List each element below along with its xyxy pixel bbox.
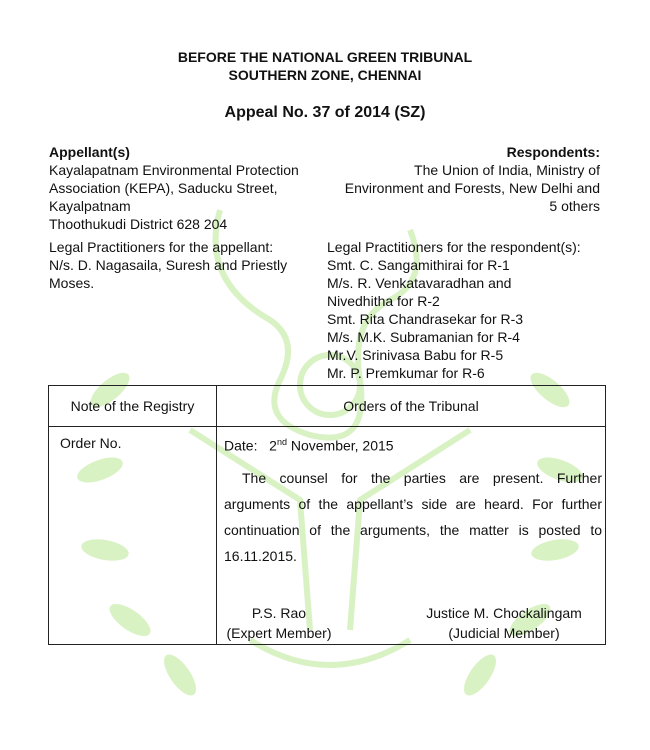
appellant-counsel-heading: Legal Practitioners for the appellant: [49, 239, 274, 255]
expert-member-signature [219, 603, 339, 643]
column-divider [216, 386, 217, 644]
court-header [0, 48, 650, 84]
respondent-counsel-line: Smt. C. Sangamithirai for R-1 [327, 257, 510, 273]
appellant-line: Thoothukudi District 628 204 [49, 216, 228, 232]
registry-column-header: Note of the Registry [70, 398, 195, 414]
respondent-counsel-line: Mr.V. Srinivasa Babu for R-5 [327, 347, 504, 363]
appellant-line: Association (KEPA), Saducku Street, [49, 180, 278, 196]
respondent-counsel-line: Nivedhitha for R-2 [327, 293, 440, 309]
order-text: The counsel for the parties are present. Further arguments of the appellant’s side are heard. For further continuation of the arguments, the matter is posted to 16.11.2015. [224, 469, 602, 564]
court-zone: SOUTHERN ZONE, CHENNAI [228, 67, 422, 83]
court-name: BEFORE THE NATIONAL GREEN TRIBUNAL [177, 49, 473, 65]
judicial-member-role: (Judicial Member) [448, 625, 560, 641]
order-no-label: Order No. [60, 435, 122, 451]
date-suffix: nd [276, 437, 287, 447]
appellant-line: Kayalapatnam Environmental Protection [49, 162, 299, 178]
respondents-line: The Union of India, Ministry of [414, 162, 600, 178]
appellant-counsel [49, 238, 319, 292]
date-rest: November, 2015 [290, 437, 394, 454]
appeal-title: Appeal No. 37 of 2014 (SZ) [224, 104, 426, 121]
orders-column-header: Orders of the Tribunal [343, 398, 479, 414]
respondents-heading: Respondents: [506, 144, 600, 160]
respondent-counsel-line: M/s. R. Venkatavaradhan and [327, 275, 512, 291]
header-divider [49, 426, 605, 427]
respondent-counsel-line: Mr. P. Premkumar for R-6 [327, 365, 485, 381]
appellant-counsel-line: Moses. [49, 275, 95, 291]
expert-member-role: (Expert Member) [226, 625, 332, 641]
appellant-line: Kayalpatnam [49, 198, 131, 214]
judicial-member-signature [409, 603, 599, 643]
expert-member-name: P.S. Rao [251, 605, 307, 621]
appellant-block [49, 143, 339, 233]
respondent-counsel [327, 238, 607, 382]
respondents-line: 5 others [549, 198, 600, 214]
respondents-block [320, 143, 600, 215]
judicial-member-name: Justice M. Chockalingam [426, 605, 582, 621]
respondents-line: Environment and Forests, New Delhi and [344, 180, 600, 196]
respondent-counsel-line: M/s. M.K. Subramanian for R-4 [327, 329, 520, 345]
respondent-counsel-line: Smt. Rita Chandrasekar for R-3 [327, 311, 524, 327]
date-day: 2 [269, 437, 277, 454]
respondent-counsel-heading: Legal Practitioners for the respondent(s): [327, 239, 581, 255]
order-body [224, 433, 602, 569]
date-label: Date: [224, 437, 258, 454]
appellant-heading: Appellant(s) [49, 144, 130, 160]
orders-table [48, 385, 606, 645]
order-date [224, 433, 602, 455]
appellant-counsel-line: N/s. D. Nagasaila, Suresh and Priestly [49, 257, 288, 273]
